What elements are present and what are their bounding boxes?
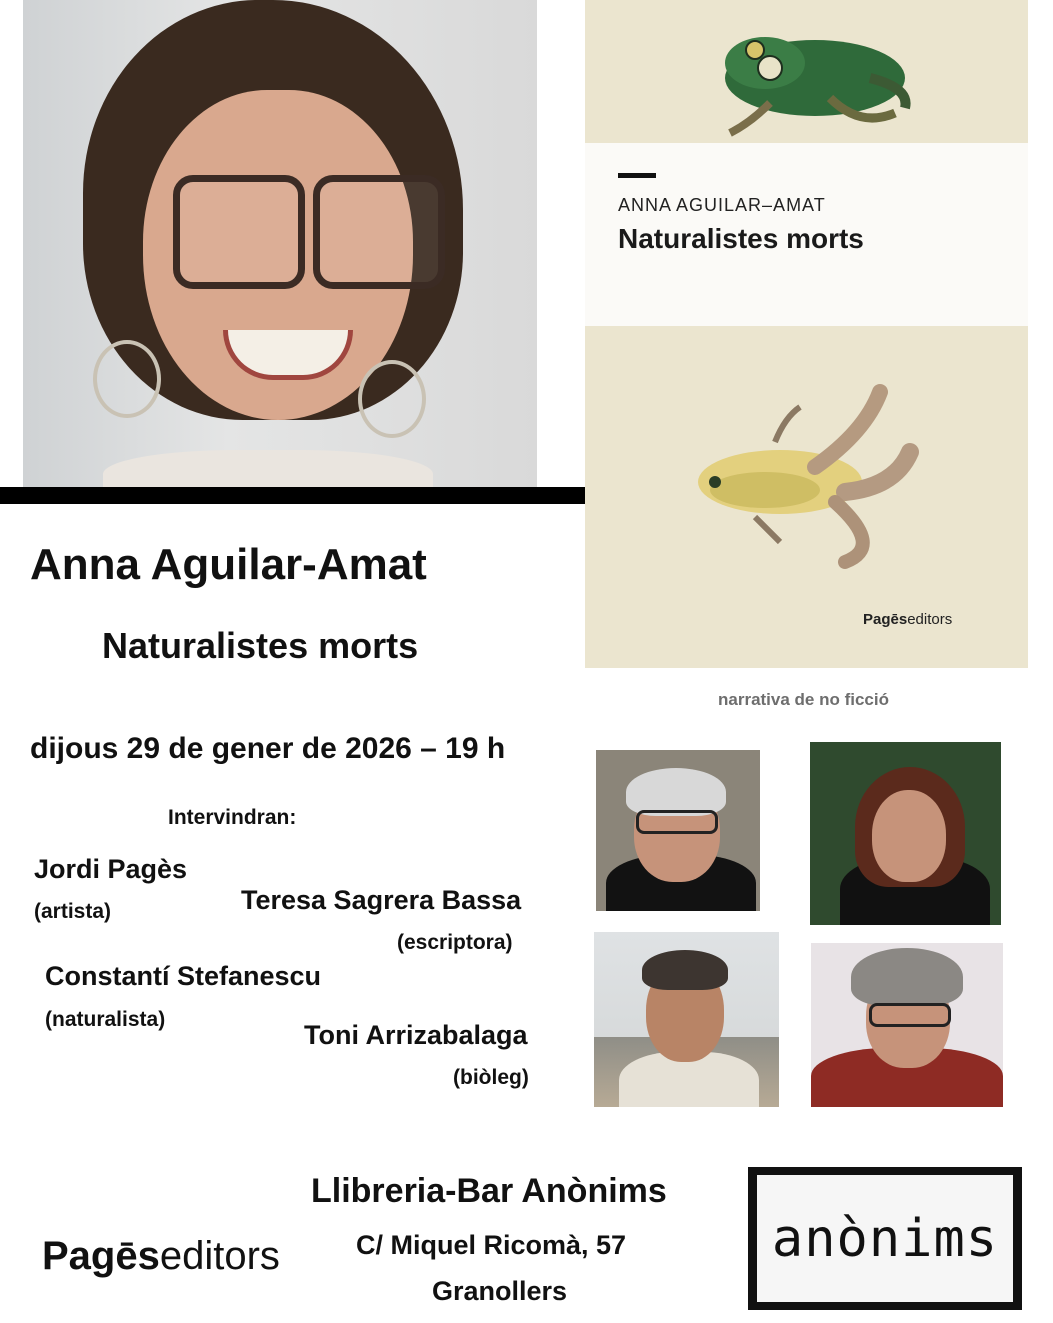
venue-city: Granollers xyxy=(432,1276,568,1306)
frog-illustration-bottom xyxy=(695,372,935,572)
cover-title-band xyxy=(585,143,1028,326)
event-date: dijous 29 de gener de 2026 – 19 h xyxy=(30,732,506,765)
cover-title: Naturalistes morts xyxy=(618,223,864,254)
speaker-name: Toni Arrizabalaga xyxy=(304,1020,528,1050)
speakers-heading: Intervindran: xyxy=(168,806,297,829)
bookstore-logo-text: anònims xyxy=(771,1208,999,1269)
speaker-role: (escriptora) xyxy=(397,931,513,954)
speaker-photo xyxy=(810,742,1001,925)
speaker-name: Jordi Pagès xyxy=(34,854,188,884)
speaker-role: (naturalista) xyxy=(45,1008,166,1031)
speaker-name: Constantí Stefanescu xyxy=(45,961,322,991)
cover-author: ANNA AGUILAR–AMAT xyxy=(618,195,826,215)
venue-name: Llibreria-Bar Anònims xyxy=(311,1172,667,1210)
venue-address: C/ Miquel Ricomà, 57 xyxy=(356,1230,627,1260)
genre-label: narrativa de no ficció xyxy=(718,690,889,709)
speaker-photo xyxy=(811,943,1003,1107)
speaker-role: (artista) xyxy=(34,900,112,923)
publisher-logo: Pagēseditors xyxy=(42,1234,280,1278)
speaker-name: Teresa Sagrera Bassa xyxy=(241,885,522,915)
book-title: Naturalistes morts xyxy=(102,625,419,666)
divider-bar xyxy=(0,487,585,504)
speaker-role: (biòleg) xyxy=(453,1066,529,1089)
cover-publisher: Pagēseditors xyxy=(863,611,953,628)
book-cover xyxy=(585,0,1028,668)
author-photo xyxy=(23,0,537,487)
speaker-photo xyxy=(594,932,779,1107)
author-name: Anna Aguilar-Amat xyxy=(30,540,427,589)
speaker-photo xyxy=(596,750,760,911)
bookstore-logo xyxy=(748,1167,1022,1310)
